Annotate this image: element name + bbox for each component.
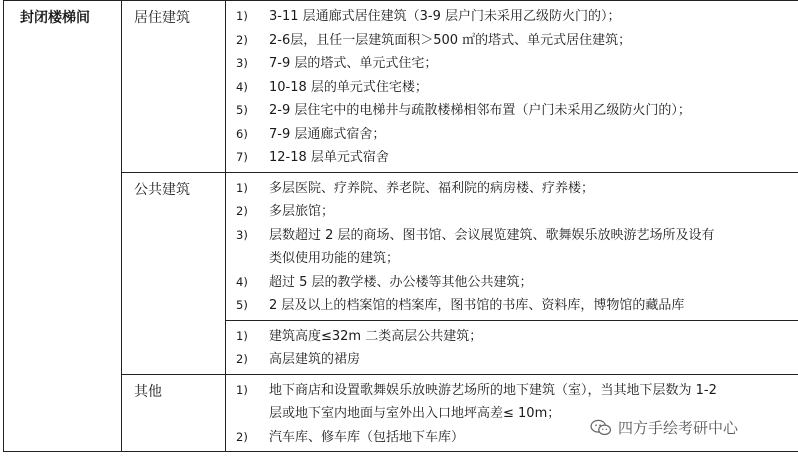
item-text: 10-18 层的单元式住宅楼； <box>269 79 428 95</box>
item-text: 地下商店和设置歌舞娱乐放映游艺场所的地下建筑（室），当其地下层数为 1-2 层或地下室内地面与室外出入口地坪高差≤ 10m； <box>269 382 717 421</box>
type-label-public: 公共建筑 <box>134 181 190 198</box>
type-label-residential: 居住建筑 <box>134 10 190 26</box>
list-item <box>234 348 792 372</box>
item-text: 7-9 层通廊式宿舍； <box>269 126 386 142</box>
item-text: 多层旅馆； <box>269 204 335 219</box>
item-text: 高层建筑的裙房 <box>269 352 361 367</box>
type-cell <box>122 1 226 173</box>
item-number: 5) <box>236 103 248 117</box>
item-text: 2-6层，且任一层建筑面积＞500 ㎡的塔式、单元式居住建筑； <box>269 32 632 48</box>
items-cell <box>226 374 798 452</box>
list-item <box>234 99 792 123</box>
category-label: 封闭楼梯间 <box>20 10 90 26</box>
item-text: 7-9 层的塔式、单元式住宅； <box>269 56 438 71</box>
item-text: 汽车库、修车库（包括地下车库） <box>269 429 465 445</box>
table-row <box>4 172 798 320</box>
item-number: 1) <box>236 180 248 195</box>
list-item <box>234 52 792 76</box>
item-number: 1) <box>236 9 248 23</box>
category-cell <box>4 1 122 452</box>
item-text: 2 层及以上的档案馆的档案库，图书馆的书库、资料库，博物馆的藏品库 <box>269 298 685 313</box>
table-row <box>4 1 798 173</box>
type-cell <box>122 374 226 452</box>
item-text: 3-11 层通廊式居住建筑（3-9 层户门未采用乙级防火门的）； <box>269 9 621 24</box>
wechat-icon <box>590 419 612 437</box>
spec-table <box>3 0 798 452</box>
items-cell <box>226 172 798 320</box>
items-cell <box>226 320 798 374</box>
item-text: 多层医院、疗养院、养老院、福利院的病房楼、疗养楼； <box>269 180 595 196</box>
watermark <box>590 417 738 438</box>
item-number: 4) <box>236 79 248 94</box>
item-text: 超过 5 层的教学楼、办公楼等其他公共建筑； <box>269 274 533 290</box>
list-item <box>234 177 792 201</box>
items-cell <box>226 1 798 173</box>
item-number: 1) <box>236 328 248 343</box>
list-item <box>234 146 792 170</box>
item-number: 2) <box>236 32 248 47</box>
list-item <box>234 123 792 147</box>
item-number: 7) <box>236 150 248 164</box>
item-list-residential <box>226 1 798 172</box>
item-number: 3) <box>236 227 248 242</box>
item-number: 2) <box>236 429 248 444</box>
type-cell <box>122 172 226 374</box>
list-item <box>234 325 792 349</box>
list-item <box>234 200 792 224</box>
item-number: 1) <box>236 382 248 397</box>
type-label-other: 其他 <box>134 383 162 400</box>
item-text: 层数超过 2 层的商场、图书馆、会议展览建筑、歌舞娱乐放映游艺场所及设有 类似使用功能的建筑； <box>269 227 715 266</box>
watermark-text: 四方手绘考研中心 <box>618 419 739 437</box>
item-list-other <box>226 375 798 452</box>
item-number: 2) <box>236 352 248 366</box>
list-item <box>234 5 792 29</box>
item-number: 4) <box>236 274 248 289</box>
list-item <box>234 294 792 318</box>
item-text: 2-9 层住宅中的电梯井与疏散楼梯相邻布置（户门未采用乙级防火门的）； <box>269 103 691 118</box>
list-item <box>234 224 792 271</box>
item-list-public-highrise <box>226 321 798 374</box>
item-list-public <box>226 173 798 320</box>
item-number: 6) <box>236 126 248 141</box>
item-text: 建筑高度≤32m 二类高层公共建筑； <box>269 328 483 344</box>
item-number: 3) <box>236 56 248 70</box>
list-item <box>234 29 792 53</box>
list-item <box>234 271 792 295</box>
table-row <box>4 374 798 452</box>
list-item <box>234 76 792 100</box>
item-text: 12-18 层单元式宿舍 <box>269 150 389 165</box>
item-number: 5) <box>236 298 248 312</box>
item-number: 2) <box>236 204 248 218</box>
